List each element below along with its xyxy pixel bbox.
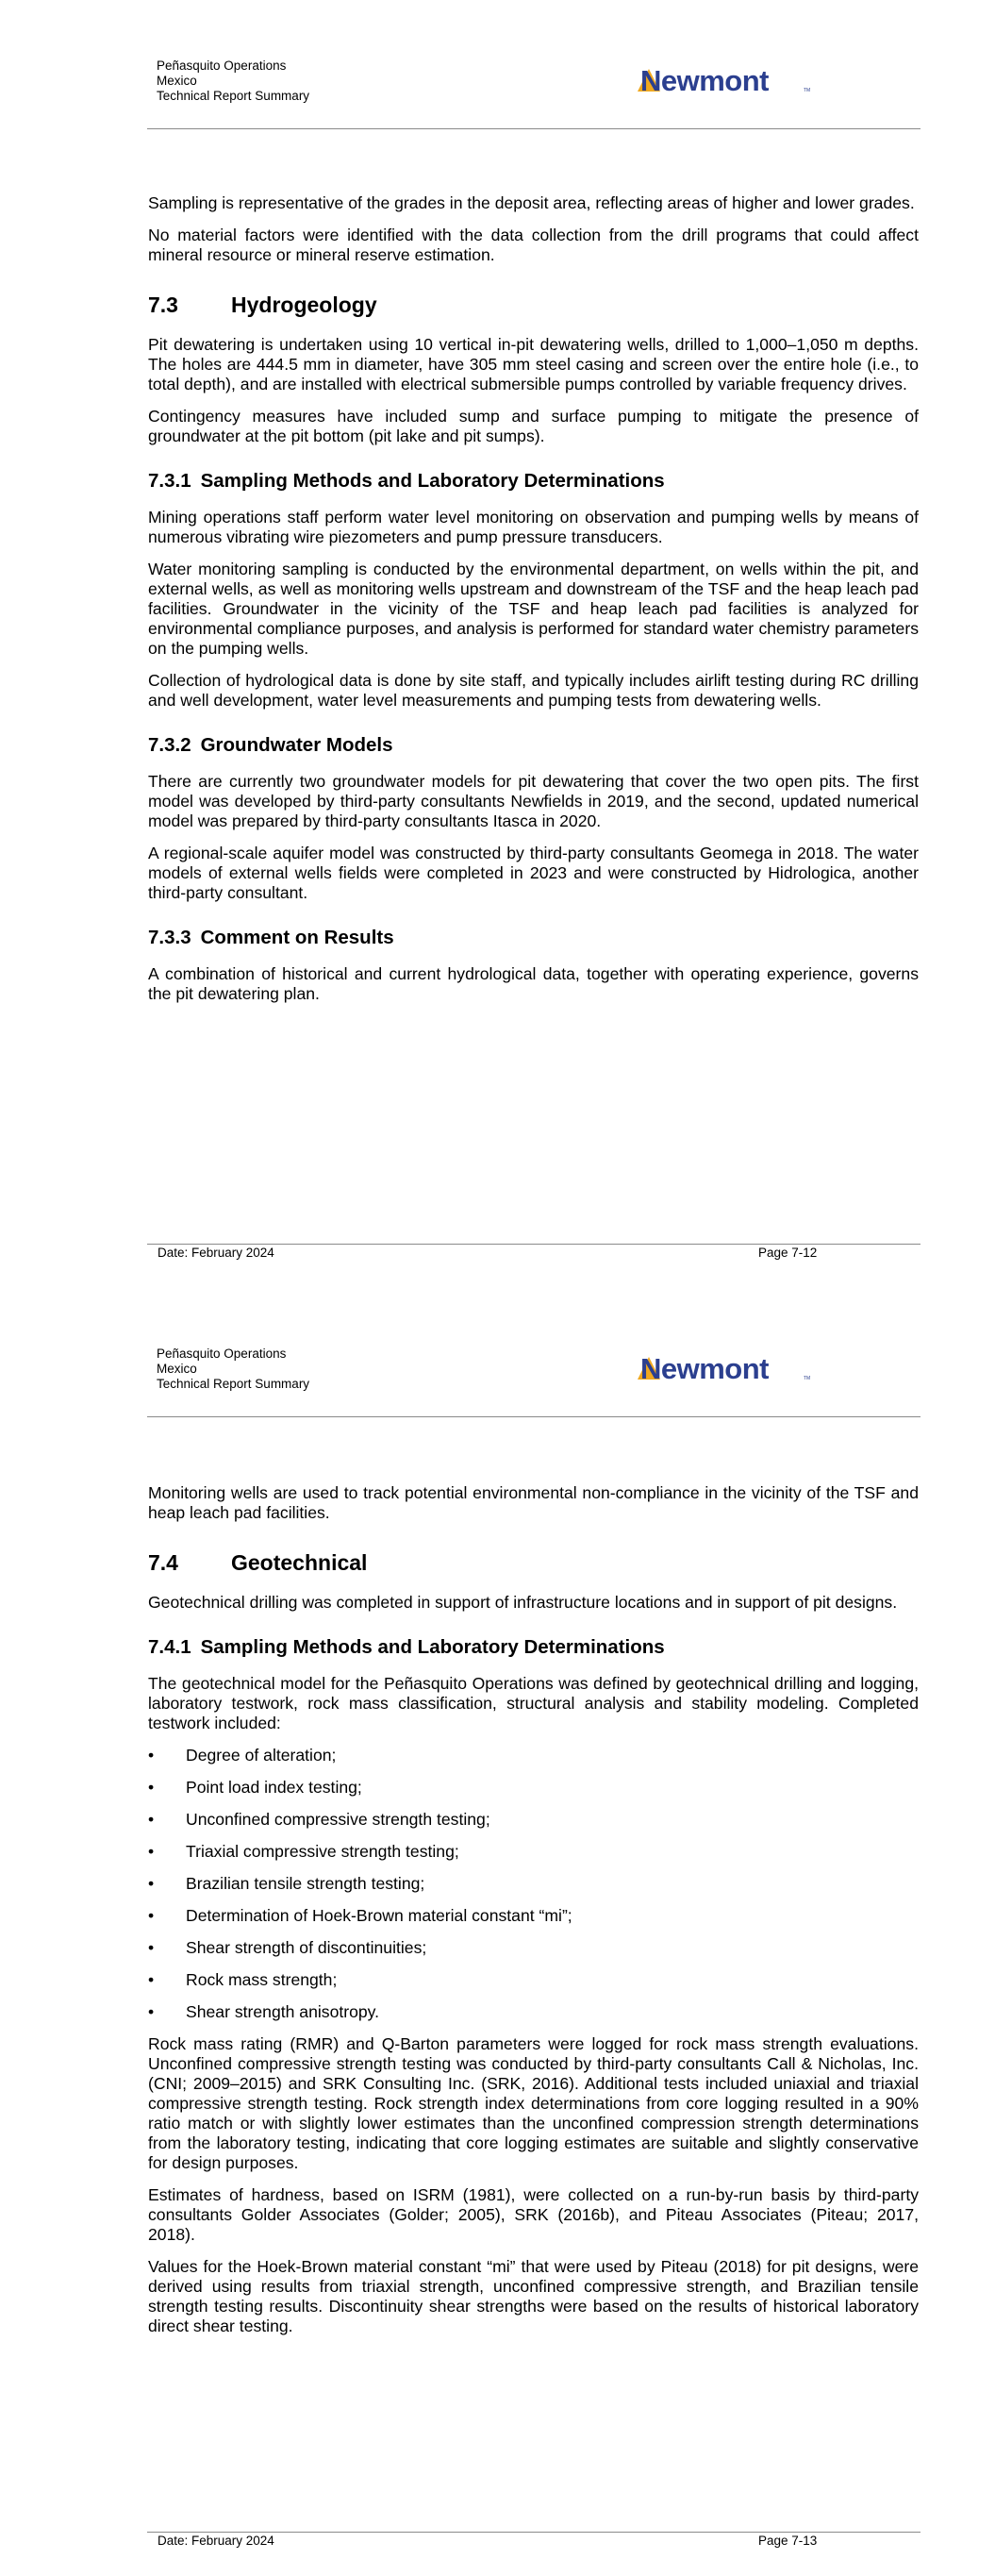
section-number: 7.4: [148, 1550, 178, 1575]
paragraph: A regional-scale aquifer model was constructed by third-party consultants Geomega in 2018. The water models of external wells fields were completed in 2023 and were constructed by Hidrologica, another third-party consultant.: [148, 844, 919, 902]
bullet-icon: •: [148, 1906, 155, 1925]
newmont-logo: [638, 1350, 813, 1384]
paragraph: Sampling is representative of the grades in the deposit area, reflecting areas of higher and lower grades.: [148, 193, 915, 212]
list-item: • Point load index testing;: [148, 1778, 362, 1797]
footer-divider: [147, 1244, 920, 1245]
footer-page-number: Page 7-12: [758, 1246, 818, 1260]
paragraph: Water monitoring sampling is conducted by the environmental department, on wells within the pit, and external wells, as well as monitoring wells upstream and downstream of the TSF and the heap leach pad facilities. Groundwater in the vicinity of the TSF and heap leach pad facilities is analyzed for environmental compliance purposes, and analysis is performed for standard water chemistry parameters on the pumping wells.: [148, 560, 919, 658]
paragraph: Mining operations staff perform water level monitoring on observation and pumping wells by means of numerous vibrating wire piezometers and pump pressure transducers.: [148, 508, 919, 546]
section-heading-7-4-1: [148, 1635, 919, 1659]
page-2: [0, 1288, 995, 2576]
list-item: • Shear strength of discontinuities;: [148, 1938, 427, 1957]
paragraph: Rock mass rating (RMR) and Q-Barton parameters were logged for rock mass strength evaluations. Unconfined compressive strength testing was conducted by third-party consultants Call & Nicholas, Inc. (CNI; 2009–2015) and SRK Consulting Inc. (SRK, 2016). Additional tests included uniaxial and triaxial compressive strength testing. Rock strength index determinations from core logging resulted in a 90% ratio match or with slightly lower estimates than the unconfined compression strength determinations from the laboratory testing, indicating that core logging estimates are suitable and slightly conservative for design purposes.: [148, 2034, 919, 2172]
list-item: • Unconfined compressive strength testing;: [148, 1810, 490, 1829]
paragraph: A combination of historical and current hydrological data, together with operating experience, governs the pit dewatering plan.: [148, 964, 919, 1003]
footer-page-number: Page 7-13: [758, 2534, 818, 2548]
section-heading-7-3-3: [148, 926, 919, 949]
header-report: Technical Report Summary: [157, 1377, 310, 1391]
bullet-icon: •: [148, 1874, 155, 1893]
header-report: Technical Report Summary: [157, 89, 310, 103]
bullet-icon: •: [148, 1778, 155, 1797]
section-number: 7.3.1: [148, 470, 191, 492]
paragraph: Estimates of hardness, based on ISRM (1981), were collected on a run-by-run basis by third-party consultants Golder Associates (Golder; 2005), SRK (2016b), and Piteau Associates (Piteau; 2017, 2018).: [148, 2185, 919, 2244]
header-operation: Peñasquito Operations: [157, 59, 287, 73]
section-title: Groundwater Models: [200, 734, 393, 756]
paragraph: Values for the Hoek-Brown material constant “mi” that were used by Piteau (2018) for pit designs, were derived using results from triaxial strength, unconfined compressive strength, and Brazilian tensile strength testing results. Discontinuity shear strengths were based on the results of historical laboratory direct shear testing.: [148, 2257, 919, 2335]
footer-divider: [147, 2532, 920, 2533]
section-number: 7.3.2: [148, 734, 191, 756]
list-item: • Brazilian tensile strength testing;: [148, 1874, 425, 1893]
paragraph: Monitoring wells are used to track potential environmental non-compliance in the vicinity of the TSF and heap leach pad facilities.: [148, 1483, 919, 1522]
list-item: • Rock mass strength;: [148, 1970, 338, 1989]
section-title: Sampling Methods and Laboratory Determinations: [200, 1636, 665, 1658]
paragraph: There are currently two groundwater models for pit dewatering that cover the two open pits. The first model was developed by third-party consultants Newfields in 2019, and the second, updated numerical model was prepared by third-party consultants Itasca in 2020.: [148, 772, 919, 830]
paragraph: No material factors were identified with the data collection from the drill programs that could affect mineral resource or mineral reserve estimation.: [148, 226, 919, 264]
footer-date: Date: February 2024: [158, 1246, 274, 1260]
bullet-icon: •: [148, 1970, 155, 1989]
header-country: Mexico: [157, 74, 197, 88]
section-title: Geotechnical: [231, 1550, 368, 1575]
newmont-logo: [638, 62, 813, 96]
testwork-list: [148, 1746, 919, 2022]
section-number: 7.4.1: [148, 1636, 191, 1658]
section-heading-7-3-2: [148, 733, 919, 757]
footer-date: Date: February 2024: [158, 2534, 274, 2548]
section-heading-7-3-1: [148, 469, 919, 493]
bullet-icon: •: [148, 1810, 155, 1829]
section-title: Comment on Results: [200, 927, 394, 948]
section-title: Hydrogeology: [231, 293, 377, 317]
header-info: [157, 1347, 309, 1392]
paragraph: Contingency measures have included sump and surface pumping to mitigate the presence of groundwater at the pit bottom (pit lake and pit sumps).: [148, 407, 919, 445]
bullet-icon: •: [148, 1842, 155, 1861]
section-number: 7.3: [148, 293, 178, 317]
bullet-icon: •: [148, 1746, 155, 1765]
header-divider: [147, 128, 920, 129]
logo-wordmark: Newmont: [640, 64, 769, 96]
list-item: • Degree of alteration;: [148, 1746, 337, 1765]
section-number: 7.3.3: [148, 927, 191, 948]
section-heading-7-3: [148, 292, 919, 318]
header-info: [157, 59, 309, 104]
paragraph: Geotechnical drilling was completed in support of infrastructure locations and in support of pit designs.: [148, 1593, 898, 1612]
bullet-icon: •: [148, 2002, 155, 2021]
list-item: • Shear strength anisotropy.: [148, 2002, 380, 2021]
page-1-body: [148, 193, 919, 1016]
logo-trademark: TM: [804, 88, 811, 93]
section-title: Sampling Methods and Laboratory Determinations: [200, 470, 665, 492]
header-operation: Peñasquito Operations: [157, 1347, 287, 1361]
logo-wordmark: Newmont: [640, 1352, 769, 1384]
header-country: Mexico: [157, 1362, 197, 1376]
header-divider: [147, 1416, 920, 1417]
list-item: • Triaxial compressive strength testing;: [148, 1842, 459, 1861]
logo-trademark: TM: [804, 1376, 811, 1381]
page-2-body: [148, 1483, 919, 2349]
paragraph: The geotechnical model for the Peñasquito Operations was defined by geotechnical drilling and logging, laboratory testwork, rock mass classification, structural analysis and stability modeling. Completed testwork included:: [148, 1674, 919, 1732]
bullet-icon: •: [148, 1938, 155, 1957]
list-item: • Determination of Hoek-Brown material constant “mi”;: [148, 1906, 572, 1925]
paragraph: Pit dewatering is undertaken using 10 vertical in-pit dewatering wells, drilled to 1,000–1,050 m depths. The holes are 444.5 mm in diameter, have 305 mm steel casing and screen over the entire hole (i.e., to total depth), and are installed with electrical submersible pumps controlled by variable frequency drives.: [148, 335, 919, 393]
paragraph: Collection of hydrological data is done by site staff, and typically includes airlift testing during RC drilling and well development, water level measurements and pumping tests from dewatering wells.: [148, 671, 919, 710]
section-heading-7-4: [148, 1549, 919, 1576]
